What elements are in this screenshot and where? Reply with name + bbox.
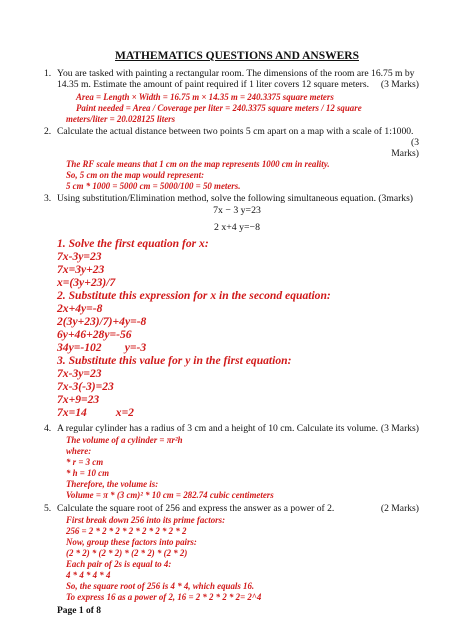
solution-step: 34y=-102 y=-3 bbox=[57, 341, 147, 354]
answer-line: Now, group these factors into pairs: bbox=[66, 537, 197, 547]
answer-line: So, the square root of 256 is 4 * 4, which equals 16. bbox=[66, 581, 255, 591]
answer-line: 5 cm * 1000 = 5000 cm = 5000/100 = 50 meters. bbox=[66, 181, 241, 191]
solution-step: 7x-3y=23 bbox=[57, 367, 102, 380]
answer-line: 256 = 2 * 2 * 2 * 2 * 2 * 2 * 2 * 2 bbox=[66, 526, 187, 536]
solution-step: 2x+4y=-8 bbox=[57, 302, 103, 315]
question-text: You are tasked with painting a rectangular room. The dimensions of the room are 16.75 m by bbox=[57, 68, 415, 79]
question-4 bbox=[44, 423, 419, 434]
answer-line: So, 5 cm on the map would represent: bbox=[66, 170, 205, 180]
equation-2: 2 x+4 y=−8 bbox=[214, 222, 260, 233]
question-text: Using substitution/Elimination method, solve the following simultaneous equation. (3marks) bbox=[57, 193, 413, 204]
answer-line: where: bbox=[66, 446, 92, 456]
question-marks: (3 bbox=[411, 137, 419, 149]
solution-step: x=(3y+23)/7 bbox=[57, 276, 116, 289]
solution-step: 7x-3(-3)=23 bbox=[57, 380, 114, 393]
question-marks: Marks) bbox=[391, 148, 419, 159]
answer-line: 4 * 4 * 4 * 4 bbox=[66, 570, 111, 580]
answer-line: Area = Length × Width = 16.75 m × 14.35 m = 240.3375 square meters bbox=[76, 92, 334, 102]
solution-step: 7x-3y=23 bbox=[57, 250, 102, 263]
question-5 bbox=[44, 503, 419, 514]
solution-step: 1. Solve the first equation for x: bbox=[57, 237, 209, 250]
answer-line: Volume = π * (3 cm)² * 10 cm = 282.74 cubic centimeters bbox=[66, 490, 274, 500]
question-2 bbox=[44, 126, 419, 159]
question-3 bbox=[44, 193, 419, 204]
answer-line: Therefore, the volume is: bbox=[66, 479, 159, 489]
answer-line: (2 * 2) * (2 * 2) * (2 * 2) * (2 * 2) bbox=[66, 548, 188, 558]
answer-line: To express 16 as a power of 2, 16 = 2 * 2 * 2 * 2= 2^4 bbox=[66, 592, 262, 602]
question-text: Calculate the actual distance between two points 5 cm apart on a map with a scale of 1:1000. bbox=[57, 126, 414, 137]
equation-1: 7x − 3 y=23 bbox=[213, 205, 261, 216]
answer-line: The volume of a cylinder = πr²h bbox=[66, 435, 183, 445]
solution-step: 7x=3y+23 bbox=[57, 263, 105, 276]
answer-line: * h = 10 cm bbox=[66, 468, 110, 478]
solution-step: 2(3y+23)/7)+4y=-8 bbox=[57, 315, 147, 328]
answer-line: * r = 3 cm bbox=[66, 457, 104, 467]
question-number: 3. bbox=[44, 193, 52, 204]
answer-line: Paint needed = Area / Coverage per liter = 240.3375 square meters / 12 square bbox=[76, 103, 362, 113]
question-text: Calculate the square root of 256 and express the answer as a power of 2. bbox=[57, 503, 335, 514]
answer-line: First break down 256 into its prime factors: bbox=[66, 515, 226, 525]
solution-step: 6y+46+28y=-56 bbox=[57, 328, 132, 341]
solution-step: 2. Substitute this expression for x in the second equation: bbox=[57, 289, 331, 302]
page-title: MATHEMATICS QUESTIONS AND ANSWERS bbox=[115, 50, 359, 62]
solution-step: 3. Substitute this value for y in the first equation: bbox=[57, 354, 292, 367]
question-text: A regular cylinder has a radius of 3 cm and a height of 10 cm. Calculate its volume. bbox=[57, 423, 379, 434]
answer-line: meters/liter = 20.028125 liters bbox=[66, 114, 176, 124]
question-number: 1. bbox=[44, 68, 52, 79]
question-marks: (2 Marks) bbox=[380, 503, 419, 514]
solution-step: 7x+9=23 bbox=[57, 393, 100, 406]
question-marks: (3 Marks) bbox=[380, 423, 419, 434]
question-number: 5. bbox=[44, 503, 52, 514]
question-1 bbox=[44, 68, 419, 91]
question-text: 14.35 m. Estimate the amount of paint required if 1 liter covers 12 square meters. bbox=[57, 79, 369, 91]
question-number: 2. bbox=[44, 126, 52, 137]
solution-step: 7x=14 x=2 bbox=[57, 406, 134, 419]
question-number: 4. bbox=[44, 423, 52, 434]
answer-line: The RF scale means that 1 cm on the map represents 1000 cm in reality. bbox=[66, 159, 330, 169]
question-marks: (3 Marks) bbox=[380, 79, 419, 91]
answer-line: Each pair of 2s is equal to 4: bbox=[66, 559, 172, 569]
page-number: Page 1 of 8 bbox=[57, 606, 102, 616]
